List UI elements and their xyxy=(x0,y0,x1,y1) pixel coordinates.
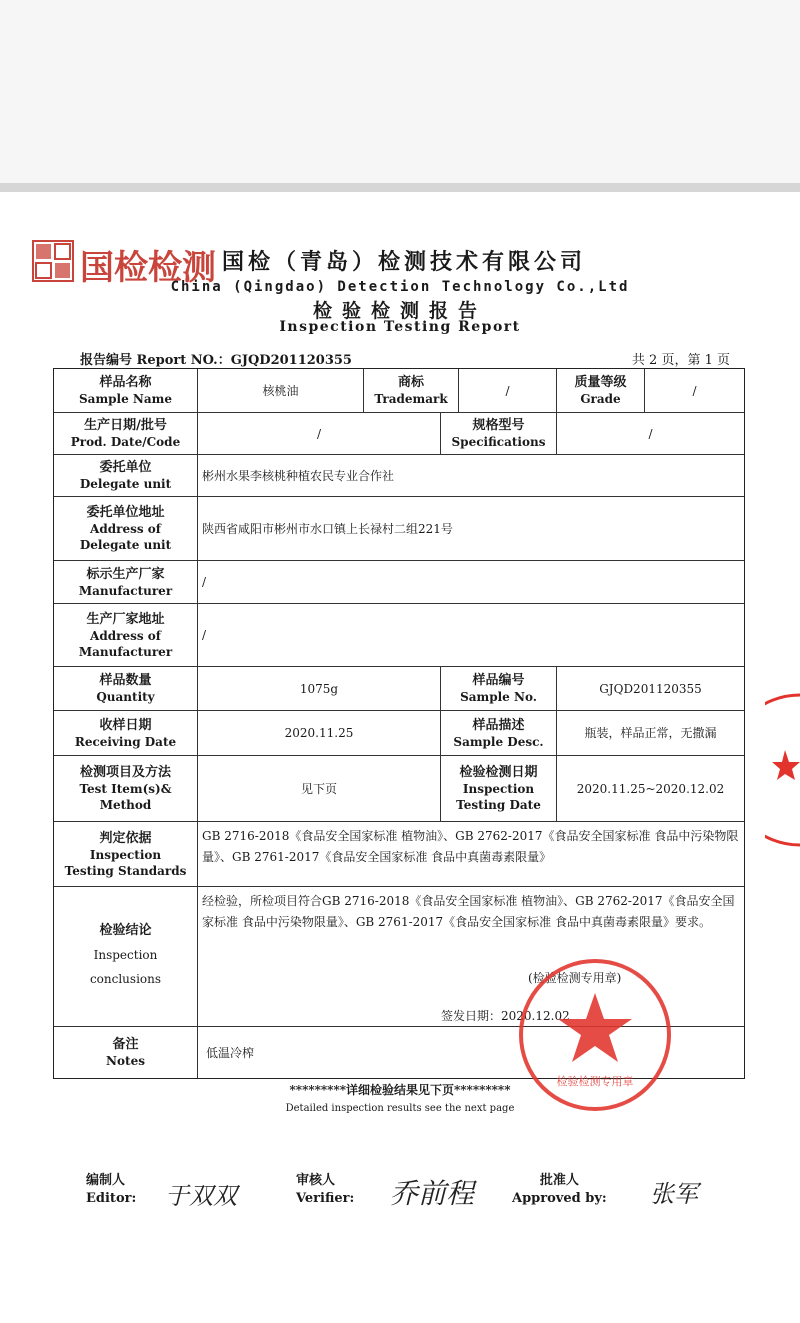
report-number-line xyxy=(80,349,352,368)
quantity-value: 1075g xyxy=(299,681,339,696)
delegate-address-label: 委托单位地址 Address of Delegate unit xyxy=(79,505,172,552)
next-page-note-cn: *********详细检验结果见下页********* xyxy=(289,1083,511,1097)
trademark-label: 商标 Trademark xyxy=(374,375,448,406)
delegate-unit-label: 委托单位 Delegate unit xyxy=(79,460,172,491)
edge-stamp-icon xyxy=(765,690,800,850)
standards-value: GB 2716-2018《食品安全国家标准 植物油》、GB 2762-2017《食品安全国家标准 食品中污染物限量》、GB 2761-2017《食品安全国家标准 食品中真菌毒素限量》 xyxy=(202,829,739,864)
conclusion-value: 经检验，所检项目符合GB 2716-2018《食品安全国家标准 植物油》、GB 2762-2017《食品安全国家标准 食品中污染物限量》、GB 2761-2017《食品安全国家标准 食品中真菌毒素限量》要求。 xyxy=(202,894,735,929)
sample-name-value: 核桃油 xyxy=(262,383,299,398)
report-title-en: Inspection Testing Report xyxy=(279,319,521,335)
sample-no-value: GJQD201120355 xyxy=(599,681,702,696)
prod-date-value: / xyxy=(316,426,322,441)
grade-value: / xyxy=(692,383,697,398)
sample-desc-label: 样品描述 Sample Desc. xyxy=(453,717,544,749)
manufacturer-label: 标示生产厂家 Manufacturer xyxy=(78,566,173,598)
company-name-cn: 国检（青岛）检测技术有限公司 xyxy=(222,249,587,275)
report-number-label: 报告编号 Report NO.： xyxy=(80,353,231,368)
next-page-note-en: Detailed inspection results see the next page xyxy=(285,1103,515,1114)
receiving-date-label: 收样日期 Receiving Date xyxy=(74,717,177,749)
report-title-cn: 检验检测报告 xyxy=(312,300,487,322)
manufacturer-address-value: / xyxy=(202,628,207,642)
company-seal-icon xyxy=(32,240,74,282)
editor-label: 编制人 Editor: xyxy=(86,1173,137,1206)
specifications-value: / xyxy=(648,426,653,441)
sample-no-label: 样品编号 Sample No. xyxy=(460,673,537,704)
notes-value: 低温冷榨 xyxy=(206,1045,255,1060)
manufacturer-value: / xyxy=(202,575,207,589)
stamp-bottom-text: 检验检测专用章 xyxy=(556,1075,634,1088)
approver-label: 批准人 Approved by: xyxy=(512,1173,607,1206)
report-number: GJQD201120355 xyxy=(230,353,352,368)
verifier-signature: 乔前程 xyxy=(390,1177,475,1210)
receiving-date-value: 2020.11.25 xyxy=(284,726,354,740)
delegate-unit-value: 彬州水果李核桃种植农民专业合作社 xyxy=(202,468,395,483)
test-items-value: 见下页 xyxy=(300,781,337,796)
grade-label: 质量等级 Grade xyxy=(574,375,627,406)
page-info: 共 2 页，第 1 页 xyxy=(631,353,730,368)
sample-desc-value: 瓶装，样品正常，无撒漏 xyxy=(584,726,717,740)
prod-date-label: 生产日期/批号 Prod. Date/Code xyxy=(70,418,181,449)
brand-logo-text: 国检检测 xyxy=(80,248,216,288)
notes-label: 备注 Notes xyxy=(106,1037,145,1068)
delegate-address-value: 陕西省咸阳市彬州市水口镇上长禄村二组221号 xyxy=(202,521,453,536)
approver-signature: 张军 xyxy=(650,1180,698,1208)
conclusion-label: 检验结论 Inspection conclusions xyxy=(89,923,162,986)
page-top-edge xyxy=(0,183,800,192)
verifier-label: 审核人 Verifier: xyxy=(296,1173,355,1206)
test-items-label: 检测项目及方法 Test Item(s)& Method xyxy=(79,765,172,812)
seal-label: (检验检测专用章) xyxy=(528,971,622,985)
issue-date: 2020.12.02 xyxy=(501,1009,570,1023)
quantity-label: 样品数量 Quantity xyxy=(96,673,155,704)
manufacturer-address-label: 生产厂家地址 Address of Manufacturer xyxy=(78,611,173,659)
issue-date-label: 签发日期： xyxy=(441,1009,502,1023)
trademark-value: / xyxy=(505,383,510,398)
viewer-top-margin xyxy=(0,0,800,183)
specifications-label: 规格型号 Specifications xyxy=(451,418,546,449)
sample-name-label: 样品名称 Sample Name xyxy=(79,375,172,406)
testing-date-label: 检验检测日期 Inspection Testing Date xyxy=(456,765,541,812)
testing-date-value: 2020.11.25~2020.12.02 xyxy=(576,781,725,796)
standards-label: 判定依据 Inspection Testing Standards xyxy=(64,830,187,878)
editor-signature: 于双双 xyxy=(165,1182,237,1210)
company-name-en: China (Qingdao) Detection Technology Co.,Ltd xyxy=(170,279,630,295)
